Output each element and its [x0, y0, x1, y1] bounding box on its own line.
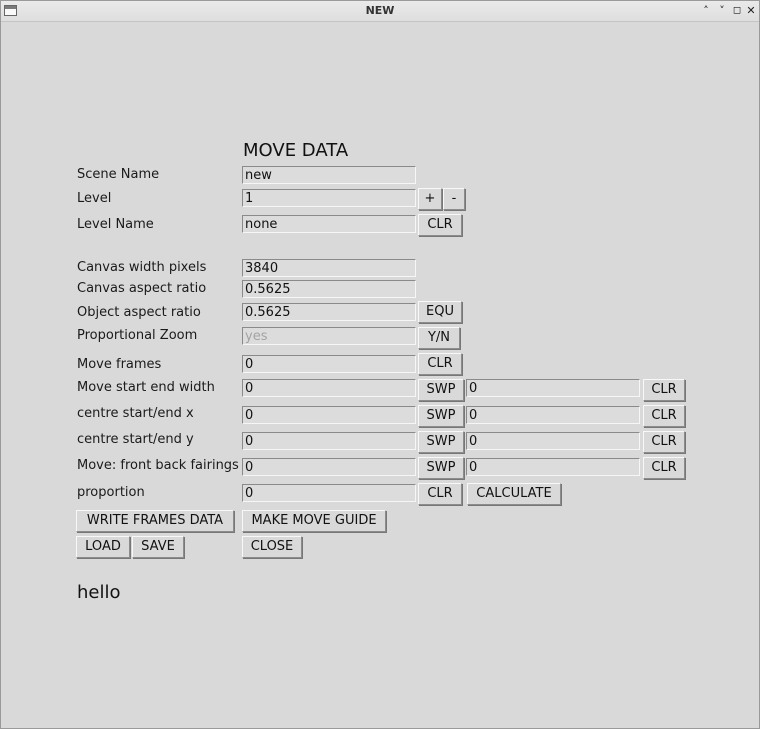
level-label: Level — [77, 191, 112, 206]
write-frames-data-button[interactable]: WRITE FRAMES DATA — [76, 510, 234, 532]
move-frames-clear-button[interactable]: CLR — [418, 353, 462, 375]
proportion-clear-button[interactable]: CLR — [418, 483, 462, 505]
proportional-zoom-label: Proportional Zoom — [77, 328, 198, 343]
centre-x-start-field[interactable] — [242, 406, 416, 424]
level-field[interactable] — [242, 189, 416, 207]
move-width-start-field[interactable] — [242, 379, 416, 397]
equalize-aspect-button[interactable]: EQU — [418, 301, 462, 323]
page-title: MOVE DATA — [243, 140, 349, 161]
scene-name-field[interactable] — [242, 166, 416, 184]
move-width-clear-button[interactable]: CLR — [643, 379, 685, 401]
maximize-icon[interactable]: ◻ — [732, 5, 742, 16]
close-button[interactable]: CLOSE — [242, 536, 302, 558]
move-width-label: Move start end width — [77, 380, 215, 395]
proportion-label: proportion — [77, 485, 145, 500]
canvas-width-label: Canvas width pixels — [77, 260, 207, 275]
fairings-start-field[interactable] — [242, 458, 416, 476]
close-icon[interactable]: ✕ — [746, 4, 756, 17]
canvas-width-field[interactable] — [242, 259, 416, 277]
minimize-icon[interactable]: ˄ — [703, 4, 709, 17]
object-aspect-field[interactable] — [242, 303, 416, 321]
proportional-zoom-field — [242, 327, 416, 345]
scene-name-label: Scene Name — [77, 167, 160, 182]
move-frames-field[interactable] — [242, 355, 416, 373]
calculate-button[interactable]: CALCULATE — [467, 483, 561, 505]
fairings-end-field[interactable] — [466, 458, 640, 476]
centre-y-swap-button[interactable]: SWP — [418, 431, 464, 453]
centre-x-label: centre start/end x — [77, 406, 194, 421]
move-frames-label: Move frames — [77, 357, 162, 372]
move-width-end-field[interactable] — [466, 379, 640, 397]
save-button[interactable]: SAVE — [132, 536, 184, 558]
form-area — [4, 22, 756, 725]
make-move-guide-button[interactable]: MAKE MOVE GUIDE — [242, 510, 386, 532]
fairings-label: Move: front back fairings — [77, 458, 239, 473]
centre-x-clear-button[interactable]: CLR — [643, 405, 685, 427]
proportional-zoom-toggle-button[interactable]: Y/N — [418, 327, 460, 349]
proportion-field[interactable] — [242, 484, 416, 502]
centre-y-start-field[interactable] — [242, 432, 416, 450]
centre-y-label: centre start/end y — [77, 432, 194, 447]
fairings-clear-button[interactable]: CLR — [643, 457, 685, 479]
level-decrement-button[interactable]: - — [443, 188, 465, 210]
centre-x-swap-button[interactable]: SWP — [418, 405, 464, 427]
level-increment-button[interactable]: + — [418, 188, 442, 210]
canvas-aspect-label: Canvas aspect ratio — [77, 281, 207, 296]
restore-icon[interactable]: ˅ — [719, 4, 725, 17]
load-button[interactable]: LOAD — [76, 536, 130, 558]
window-title: NEW — [365, 4, 395, 17]
level-name-clear-button[interactable]: CLR — [418, 214, 462, 236]
centre-y-clear-button[interactable]: CLR — [643, 431, 685, 453]
level-name-field[interactable] — [242, 215, 416, 233]
level-name-label: Level Name — [77, 217, 154, 232]
title-bar[interactable] — [1, 1, 759, 22]
centre-y-end-field[interactable] — [466, 432, 640, 450]
move-width-swap-button[interactable]: SWP — [418, 379, 464, 401]
canvas-aspect-field[interactable] — [242, 280, 416, 298]
centre-x-end-field[interactable] — [466, 406, 640, 424]
object-aspect-label: Object aspect ratio — [77, 305, 201, 320]
status-message: hello — [77, 582, 121, 603]
fairings-swap-button[interactable]: SWP — [418, 457, 464, 479]
